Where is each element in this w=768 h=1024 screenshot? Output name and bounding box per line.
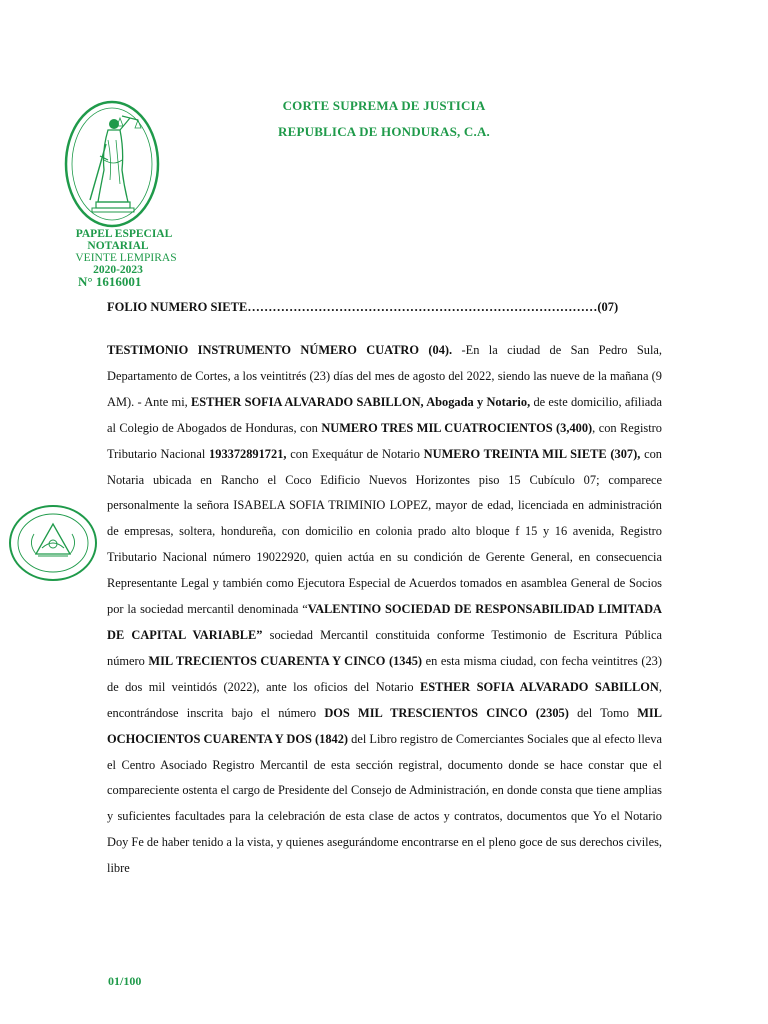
body-text-segment: , encontrándose inscrita bajo el número: [107, 679, 662, 720]
poder-judicial-seal-icon: [8, 504, 98, 582]
stamp-years: 2020-2023: [93, 264, 143, 276]
folio-line: [107, 300, 662, 315]
folio-label: FOLIO NUMERO SIETE: [107, 300, 248, 314]
stamp-number: N° 1616001: [78, 274, 142, 289]
folio-number: (07): [597, 300, 619, 314]
body-bold-segment: ESTHER SOFIA ALVARADO SABILLON: [419, 679, 659, 694]
body-text-segment: del Tomo: [568, 705, 638, 720]
page-number: 01/100: [108, 974, 142, 988]
body-text-segment: , con Registro Tributario Nacional: [107, 420, 663, 461]
court-header-line2: REPUBLICA DE HONDURAS, C.A.: [278, 124, 490, 139]
body-bold-segment: MIL OCHOCIENTOS CUARENTA Y DOS (1842): [107, 705, 662, 746]
body-bold-segment: NUMERO TRES MIL CUATROCIENTOS (3,400): [321, 420, 593, 435]
folio-dots: …………………………………………………………………………: [247, 300, 598, 314]
body-text-segment: con Notaria ubicada en Rancho el Coco Edificio Nuevos Horizontes piso 15 Cubículo 07; comparece personalmente la señora ISABELA SOFIA TRIMINIO LOPEZ, mayor de edad, licenciada en administración de empresas, soltera, hondureña, con domicilio en colonia prado alto bloque f 15 y 16 avenida, Registro Tributario Nacional número 19022920, quien actúa en su condición de Gerente General, en consecuencia Representante Legal y también como Ejecutora Especial de Acuerdos tomados en asamblea General de Socios por la sociedad mercantil denominada “: [107, 446, 662, 617]
stamp-title-line2: NOTARIAL: [87, 240, 149, 252]
body-bold-segment: ESTHER SOFIA ALVARADO SABILLON, Abogada y Notario,: [191, 394, 531, 409]
body-bold-segment: DOS MIL TRESCIENTOS CINCO (2305): [324, 705, 569, 720]
body-text-segment: del Libro registro de Comerciantes Sociales que al efecto lleva el Centro Asociado Registro Mercantil de esta sección registral, documento donde se hace constar que el compareciente ostenta el cargo de Presidente del Consejo de Administración, en donde consta que tiene amplias y suficientes facultades para la celebración de esta clase de actos y contratos, documentos que Yo el Notario Doy Fe de haber tenido a la vista, y quienes asegurándome encontrarse en el pleno goce de sus derechos civiles, libre: [107, 731, 662, 876]
lady-justice-seal-icon: [64, 100, 160, 228]
body-text-segment: en esta misma ciudad, con fecha veintitres (23) de dos mil veintidós (2022), ante los oficios del Notario: [107, 653, 662, 694]
court-header-line1: CORTE SUPREMA DE JUSTICIA: [282, 98, 486, 113]
testimonio-body: [107, 338, 662, 882]
body-bold-segment: TESTIMONIO INSTRUMENTO NÚMERO CUATRO (04).: [107, 343, 453, 357]
body-text-segment: con Exequátur de Notario: [286, 446, 424, 461]
body-bold-segment: NUMERO TREINTA MIL SIETE (307),: [423, 446, 641, 461]
stamp-title-line1: PAPEL ESPECIAL: [75, 228, 173, 240]
body-text-segment: de este domicilio, afiliada al Colegio de Abogados de Honduras, con: [107, 394, 662, 435]
body-text-segment: sociedad Mercantil constituida conforme Testimonio de Escritura Pública número: [107, 627, 662, 668]
body-bold-segment: 193372891721,: [209, 446, 287, 461]
body-bold-segment: VALENTINO SOCIEDAD DE RESPONSABILIDAD LIMITADA DE CAPITAL VARIABLE”: [107, 602, 662, 642]
stamp-value: VEINTE LEMPIRAS: [75, 252, 177, 264]
body-text-segment: -En la ciudad de San Pedro Sula, Departamento de Cortes, a los veintitrés (23) días del mes de agosto del 2022, siendo las nueve de la mañana (9 AM). - Ante mi,: [107, 343, 662, 409]
body-bold-segment: MIL TRECIENTOS CUARENTA Y CINCO (1345): [148, 653, 423, 668]
